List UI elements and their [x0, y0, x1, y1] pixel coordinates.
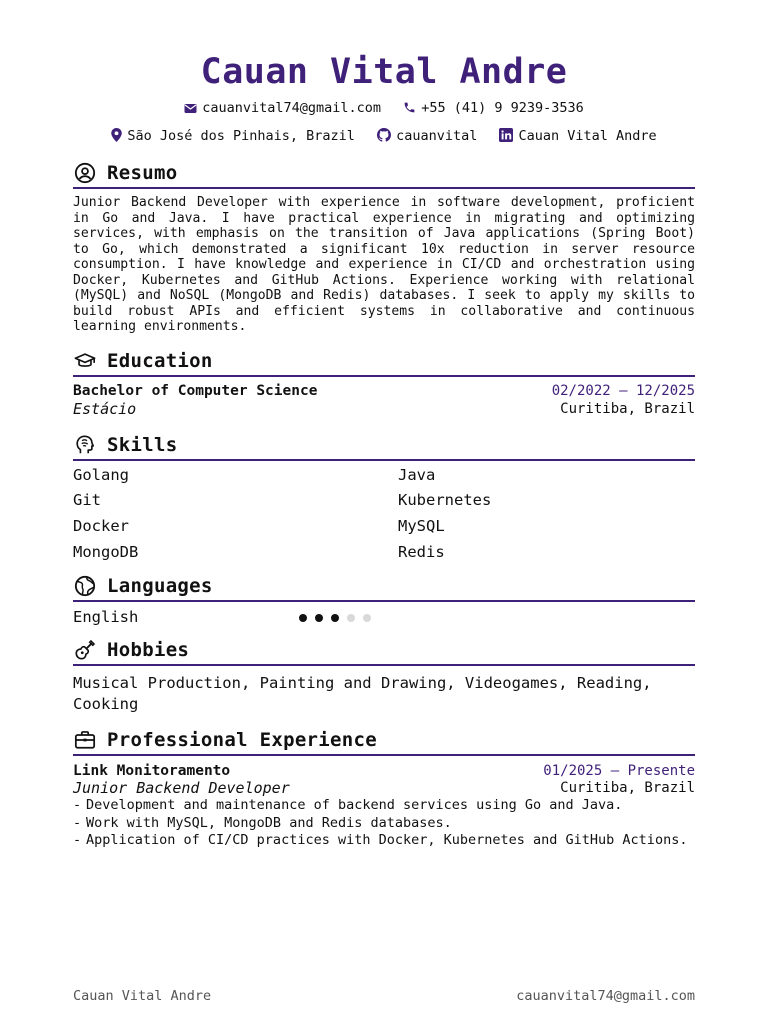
section-title: Skills	[107, 434, 178, 456]
section-header-skills	[73, 433, 695, 461]
skill-item: Java	[398, 466, 436, 484]
linkedin-icon	[499, 128, 513, 142]
section-title: Hobbies	[107, 639, 190, 661]
section-header-education	[73, 349, 695, 377]
contact-row-primary	[73, 99, 695, 117]
education-location: Curitiba, Brazil	[560, 401, 695, 417]
skill-item: MySQL	[398, 517, 445, 535]
github-icon	[377, 128, 391, 142]
head-brain-icon	[74, 434, 96, 456]
envelope-icon	[184, 103, 197, 114]
section-title: Languages	[107, 575, 213, 597]
linkedin-text: Cauan Vital Andre	[518, 128, 657, 144]
experience-dates: 01/2025 – Presente	[543, 763, 695, 779]
contact-phone[interactable]	[403, 99, 584, 117]
skill-item: Docker	[73, 517, 129, 535]
contact-location	[111, 127, 355, 145]
phone-icon	[403, 101, 416, 114]
graduation-cap-icon	[74, 350, 96, 372]
candidate-name: Cauan Vital Andre	[200, 52, 568, 92]
education-dates: 02/2022 – 12/2025	[551, 383, 695, 399]
contact-github[interactable]	[377, 127, 477, 145]
skill-item: Golang	[73, 466, 129, 484]
phone-text: +55 (41) 9 9239-3536	[421, 100, 584, 116]
footer-email[interactable]: cauanvital74@gmail.com	[516, 988, 695, 1004]
location-text: São José dos Pinhais, Brazil	[127, 128, 355, 144]
github-text: cauanvital	[396, 128, 478, 144]
section-header-hobbies	[73, 638, 695, 666]
contact-email[interactable]	[184, 99, 381, 117]
list-item: - Development and maintenance of backend services using Go and Java.	[73, 797, 623, 813]
summary-text: Junior Backend Developer with experience in software development, proficient in Go and Java. I have practical experience in migrating and optimizing services, with emphasis on the transition of Java applications (Spring Boot) to Go, which demonstrated a significant 10x reduction in server resource consumption. I have knowledge and experience in CI/CD and orchestration using Docker, Kubernetes and GitHub Actions. Experience working with relational (MySQL) and NoSQL (MongoDB and Redis) databases. I seek to apply my skills to build robust APIs and efficient systems in collaborative and continuous learning environments.	[73, 195, 695, 334]
skill-item: Git	[73, 491, 101, 509]
section-title: Education	[107, 350, 213, 372]
company-name: Link Monitoramento	[73, 763, 231, 779]
rating-dot-filled	[299, 614, 307, 622]
section-title: Resumo	[107, 162, 178, 184]
language-name: English	[73, 608, 139, 626]
footer-name: Cauan Vital Andre	[73, 988, 212, 1004]
list-item: - Application of CI/CD practices with Docker, Kubernetes and GitHub Actions.	[73, 832, 688, 848]
rating-dot-empty	[363, 614, 371, 622]
bullet-text: Development and maintenance of backend services using Go and Java.	[86, 797, 623, 813]
section-header-languages	[73, 574, 695, 602]
contact-linkedin[interactable]	[499, 127, 656, 145]
email-text: cauanvital74@gmail.com	[202, 100, 382, 116]
job-role: Junior Backend Developer	[73, 779, 290, 797]
skill-item: MongoDB	[73, 543, 139, 561]
map-pin-icon	[111, 128, 122, 142]
section-title: Professional Experience	[107, 729, 377, 751]
contact-row-secondary	[73, 127, 695, 145]
experience-location: Curitiba, Brazil	[560, 780, 695, 796]
skill-item: Redis	[398, 543, 445, 561]
page-footer	[73, 987, 695, 1005]
section-header-resumo	[73, 161, 695, 189]
degree-name: Bachelor of Computer Science	[73, 383, 318, 399]
school-name: Estácio	[73, 400, 137, 418]
bullet-text: Application of CI/CD practices with Docker, Kubernetes and GitHub Actions.	[86, 832, 688, 848]
briefcase-icon	[74, 729, 96, 751]
rating-dot-empty	[347, 614, 355, 622]
user-circle-icon	[74, 162, 96, 184]
globe-icon	[74, 575, 96, 597]
rating-dot-filled	[331, 614, 339, 622]
rating-dot-filled	[315, 614, 323, 622]
hobbies-text: Musical Production, Painting and Drawing, Videogames, Reading, Cooking	[73, 674, 652, 713]
experience-bullet-list	[73, 798, 695, 851]
guitar-icon	[74, 639, 96, 661]
list-item: - Work with MySQL, MongoDB and Redis databases.	[73, 814, 452, 831]
skill-item: Kubernetes	[398, 491, 492, 509]
section-header-experience	[73, 728, 695, 756]
bullet-text: Work with MySQL, MongoDB and Redis databases.	[86, 814, 452, 831]
